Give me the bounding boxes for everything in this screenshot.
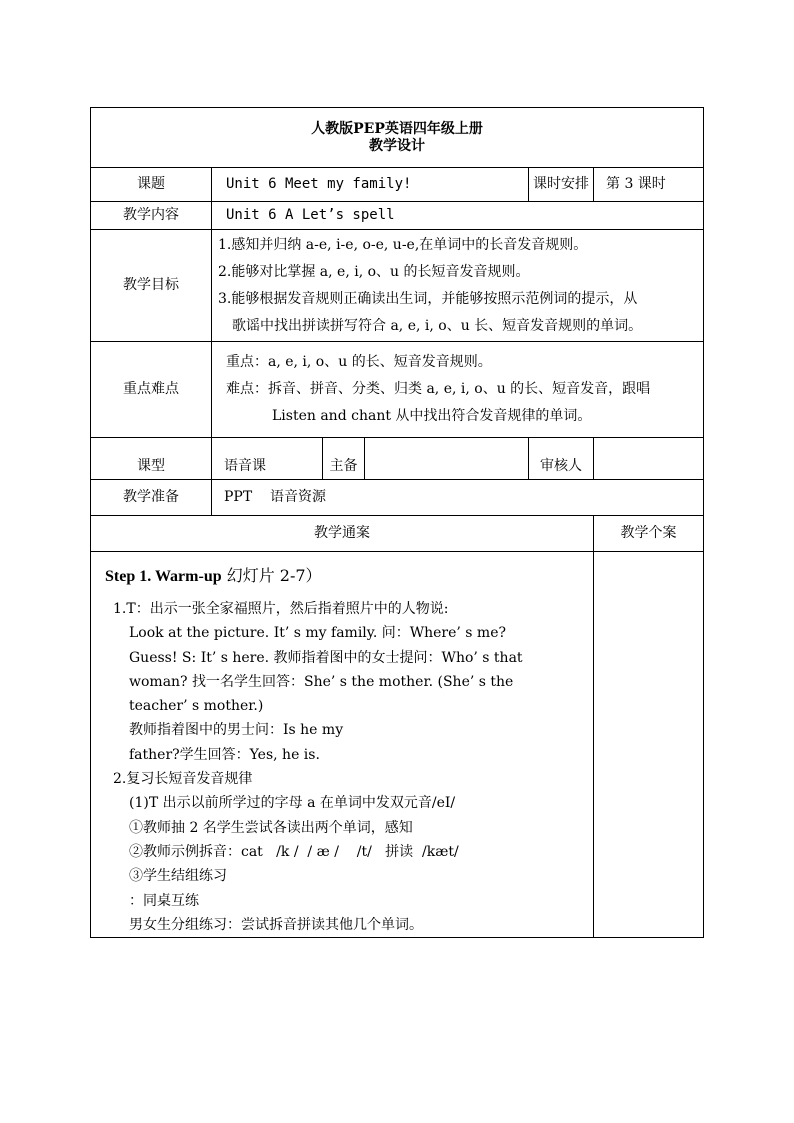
- goal-line-4: 歌谣中找出拼读拼写符合 a, e, i, o、u 长、短音发音规则的单词。: [232, 317, 643, 334]
- key-points-label: 重点难点: [91, 342, 212, 438]
- step1-line: father?学生回答：Yes, he is.: [129, 746, 320, 763]
- step1-line: Look at the picture. It’ s my family. 问：Where’ s me?: [129, 625, 506, 642]
- schedule-label: 课时安排: [529, 168, 594, 202]
- title-line-2: 教学设计: [369, 137, 426, 154]
- lead-label: 主备: [323, 438, 365, 480]
- topic-row: [91, 168, 704, 202]
- step1-heading-bold: Step 1. Warm-up: [105, 568, 222, 585]
- step1-line: ：同桌互练: [129, 892, 199, 909]
- step1-line: ②教师示例拆音：cat /k / / æ / /t/ 拼读 /kæt/: [129, 843, 459, 860]
- content-label: 教学内容: [91, 202, 212, 230]
- document-title: [91, 108, 704, 168]
- step1-line: ③学生结组练习: [129, 868, 227, 885]
- reviewer-label: 审核人: [529, 438, 594, 480]
- prep-row: [91, 480, 704, 516]
- key-points-row: [91, 342, 704, 438]
- personal-plan-header: 教学个案: [594, 516, 704, 552]
- type-row: [91, 438, 704, 480]
- type-value: 语音课: [212, 438, 323, 480]
- schedule-value: 第 3 课时: [594, 168, 704, 202]
- plan-header-row: [91, 516, 704, 552]
- goals-cell: [212, 230, 704, 342]
- common-plan-body: [91, 552, 594, 938]
- reviewer-value: [594, 438, 704, 480]
- step1-line: ①教师抽 2 名学生尝试各读出两个单词，感知: [129, 819, 413, 836]
- title-row: [91, 108, 704, 168]
- step1-line: 1.T：出示一张全家福照片，然后指着照片中的人物说:: [113, 601, 449, 617]
- step1-line: 教师指着图中的男士问：Is he my: [129, 722, 344, 739]
- topic-label: 课题: [91, 168, 212, 202]
- difficulty-line: 难点：拆音、拼音、分类、归类 a, e, i, o、u 的长、短音发音，跟唱: [226, 381, 651, 397]
- goal-line-1: 1.感知并归纳 a-e, i-e, o-e, u-e,在单词中的长音发音规则。: [218, 236, 588, 253]
- key-point-line: 重点：a, e, i, o、u 的长、短音发音规则。: [226, 354, 492, 370]
- common-plan-header: 教学通案: [91, 516, 594, 552]
- difficulty-line-cont: Listen and chant 从中找出符合发音规律的单词。: [272, 408, 592, 424]
- step1-line: 男女生分组练习：尝试拆音拼读其他几个单词。: [129, 916, 423, 933]
- lead-value: [365, 438, 529, 480]
- goals-label: 教学目标: [91, 230, 212, 342]
- step1-line: teacher’ s mother.): [129, 698, 264, 715]
- step1-heading: [105, 564, 593, 589]
- plan-body-row: [91, 552, 704, 938]
- content-value: Unit 6 A Let’s spell: [212, 202, 704, 230]
- type-label: 课型: [91, 438, 212, 480]
- goals-row: [91, 230, 704, 342]
- prep-value: PPT 语音资源: [212, 480, 704, 516]
- topic-value: Unit 6 Meet my family!: [212, 168, 529, 202]
- step1-line: Guess! S: It’ s here. 教师指着图中的女士提问：Who’ s that: [129, 649, 523, 666]
- prep-label: 教学准备: [91, 480, 212, 516]
- step1-line: (1)T 出示以前所学过的字母 a 在单词中发双元音/eI/: [129, 795, 456, 812]
- title-line-1: 人教版PEP英语四年级上册: [311, 120, 483, 137]
- goal-line-3: 3.能够根据发音规则正确读出生词，并能够按照示范例词的提示，从: [218, 290, 638, 307]
- lesson-plan-table: [90, 107, 704, 938]
- content-row: [91, 202, 704, 230]
- step1-heading-rest: 幻灯片 2-7）: [221, 566, 322, 585]
- key-points-cell: [212, 342, 704, 438]
- step1-line: woman? 找一名学生回答：She’ s the mother. (She’ s the: [129, 673, 514, 690]
- goal-line-2: 2.能够对比掌握 a, e, i, o、u 的长短音发音规则。: [218, 263, 530, 280]
- personal-plan-body: [594, 552, 704, 938]
- step1-line: 2.复习长短音发音规律: [113, 771, 253, 788]
